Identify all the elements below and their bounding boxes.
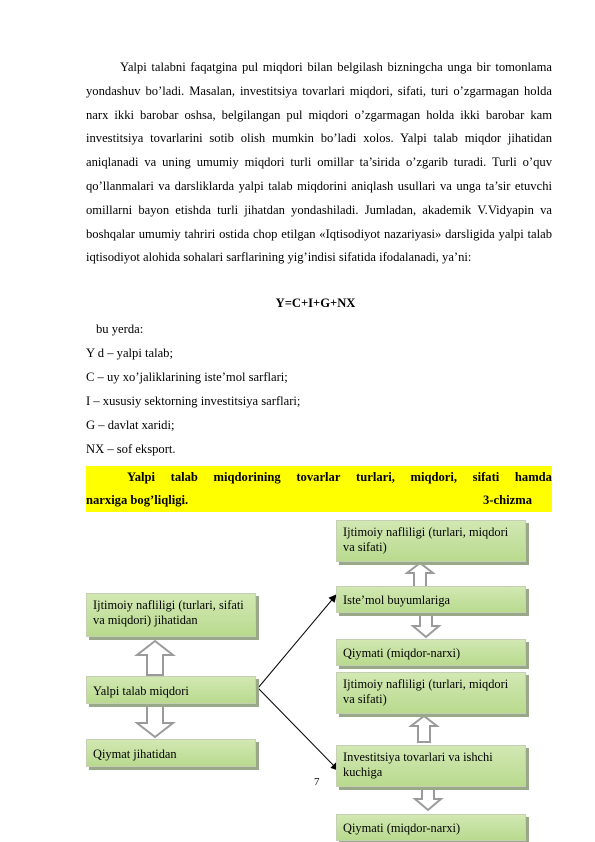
down-arrow-icon xyxy=(415,787,441,810)
down-arrow-icon xyxy=(137,706,173,737)
formula: Y=C+I+G+NX xyxy=(275,296,356,310)
box-value-right-2: Qiymati (miqdor-narxi) xyxy=(336,814,526,841)
definition-c: C – uy xo’jaliklarining iste’mol sarflari; xyxy=(86,370,288,384)
connector-to-consumer-goods xyxy=(258,595,336,688)
box-social-utility-right-1: Ijtimoiy nafliligi (turlari, miqdori va sifati) xyxy=(336,520,526,562)
heading-text: narxiga bog’liqligi. xyxy=(86,493,189,507)
connector-to-investment-goods xyxy=(258,688,338,770)
heading-word: tovarlar xyxy=(296,470,341,484)
box-value-right-1: Qiymati (miqdor-narxi) xyxy=(336,639,526,666)
definition-yd: Y d – yalpi talab; xyxy=(86,346,173,360)
box-value-left: Qiymat jihatidan xyxy=(86,739,256,767)
box-social-utility-right-2: Ijtimoiy nafliligi (turlari, miqdori va sifati) xyxy=(336,672,526,714)
down-arrow-icon xyxy=(413,615,439,637)
up-arrow-icon xyxy=(411,716,437,742)
heading-word: sifati xyxy=(472,470,500,484)
box-social-utility-left: Ijtimoiy nafliligi (turlari, sifati va miqdori) jihatidan xyxy=(86,593,256,637)
heading-word: hamda xyxy=(514,470,552,484)
definition-i: I – xususiy sektorning investitsiya sarflari; xyxy=(86,394,301,408)
where-label: bu yerda: xyxy=(96,322,144,336)
heading-word: miqdori, xyxy=(410,470,458,484)
definition-g: G – davlat xaridi; xyxy=(86,418,175,432)
up-arrow-icon xyxy=(407,563,433,587)
heading-word: turlari, xyxy=(356,470,395,484)
box-aggregate-demand: Yalpi talab miqdori xyxy=(86,676,256,704)
box-investment-goods: Investitsiya tovarlari va ishchi kuchiga xyxy=(336,745,526,787)
definition-nx: NX – sof eksport. xyxy=(86,442,176,456)
box-consumer-goods: Iste’mol buyumlariga xyxy=(336,586,526,613)
page-number: 7 xyxy=(314,776,320,788)
heading-word: miqdorining xyxy=(213,470,281,484)
heading-word: talab xyxy=(170,470,198,484)
body-paragraph: Yalpi talabni faqatgina pul miqdori bilan belgilash bizningcha unga bir tomonlama yondashuv bo’ladi. Masalan, investitsiya tovarlari miqdori, sifati, turi o’zgarmagan holda narx ikki barobar oshsa, belgilangan pul miqdori o’zgarmagan holda ikki barobar kam investitsiya tovarlarini sotib olish mumkin bo’ladi xolos. Yalpi talab miqdor jihatidan aniqlanadi va uning umumiy miqdori turli omillar ta’sirida o’zgarib turadi. Turli o’quv qo’llanmalari va darsliklarda yalpi talab miqdorini aniqlash usullari va unga ta’sir etuvchi omillarni bayon etishda turli jihatdan yondashiladi. Jumladan, akademik V.Vidyapin va boshqalar umumiy tahriri ostida chop etilgan «Iqtisodiyot nazariyasi» darsligida yalpi talab iqtisodiyot alohida sohalari sarflarining yig’indisi sifatida ifodalanadi, ya’ni: xyxy=(86,60,552,265)
figure-label: 3-chizma xyxy=(483,493,532,507)
up-arrow-icon xyxy=(137,641,173,675)
heading-word: Yalpi xyxy=(127,470,155,484)
